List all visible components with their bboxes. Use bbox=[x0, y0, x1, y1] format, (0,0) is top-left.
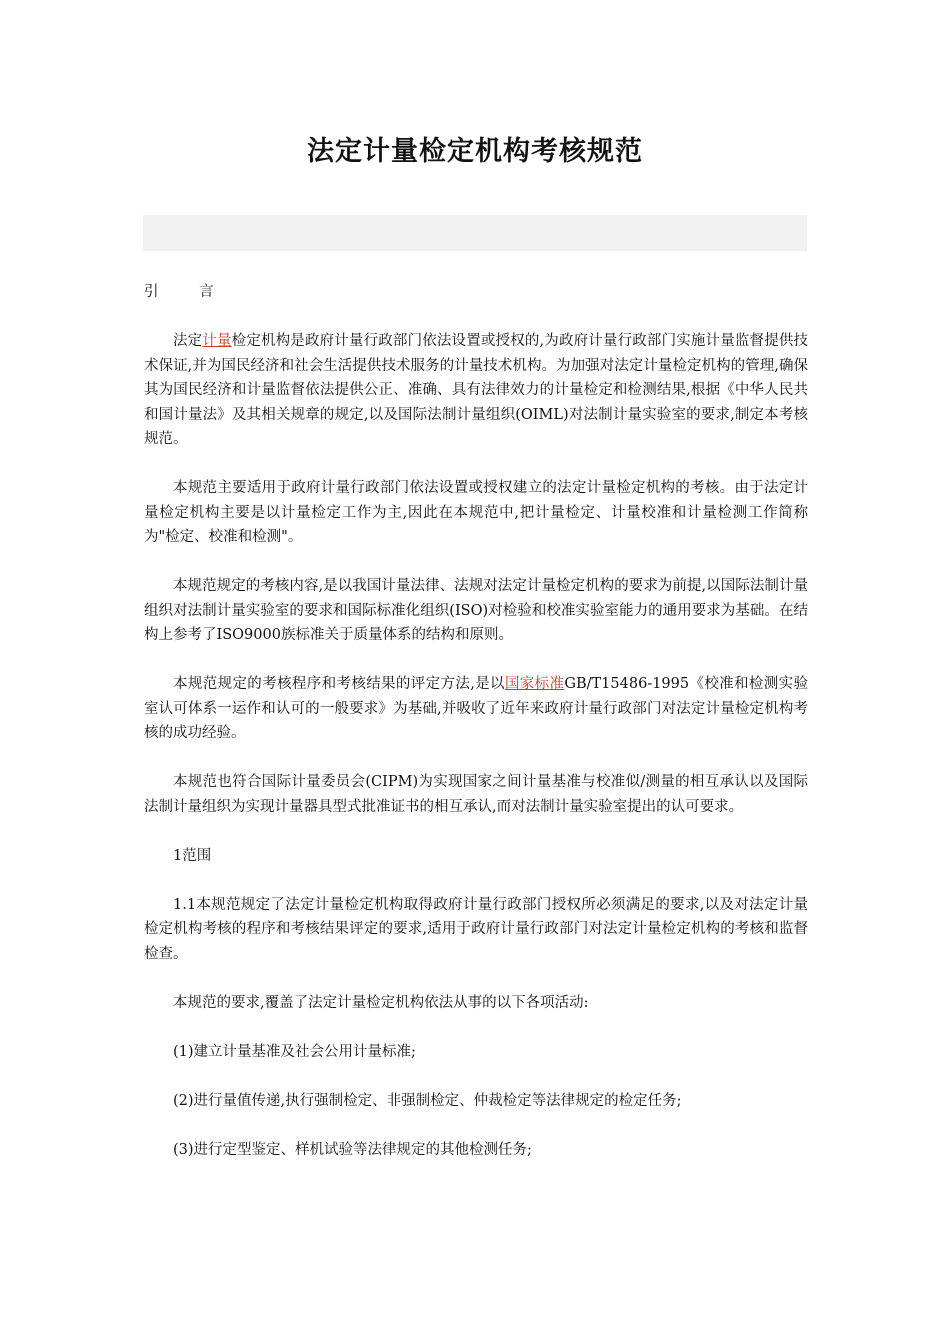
paragraph-1-after: 检定机构是政府计量行政部门依法设置或授权的,为政府计量行政部门实施计量监督提供技术保证,并为国民经济和社会生活提供技术服务的计量技术机构。为加强对法定计量检定机构的管理,确保其为国民经济和计量监督依法提供公正、准确、具有法律效力的计量检定和检测结果,根据《中华人民共和国计量法》及其相关规章的规定,以及国际法制计量组织(OIML)对法制计量实验室的要求,制定本考核规范。 bbox=[144, 333, 809, 447]
paragraph-1-before: 法定 bbox=[173, 333, 203, 349]
list-item: (3)进行定型鉴定、样机试验等法律规定的其他检测任务; bbox=[173, 1141, 532, 1158]
paragraph-2: 本规范主要适用于政府计量行政部门依法设置或授权建立的法定计量检定机构的考核。由于法定计量检定机构主要是以计量检定工作为主,因此在本规范中,把计量检定、计量校准和计量检测工作简称为"检定、校准和检测"。 bbox=[144, 480, 808, 545]
paragraph-4 bbox=[144, 672, 808, 746]
paragraph-7: 本规范的要求,覆盖了法定计量检定机构依法从事的以下各项活动: bbox=[173, 994, 589, 1011]
preface-heading: 引 言 bbox=[144, 284, 232, 300]
gray-banner bbox=[143, 215, 807, 251]
section-1-heading: 1范围 bbox=[173, 847, 212, 864]
metrology-link[interactable]: 计量 bbox=[202, 333, 232, 349]
list-item: (1)建立计量基准及社会公用计量标准; bbox=[173, 1043, 416, 1060]
paragraph-6: 1.1本规范规定了法定计量检定机构取得政府计量行政部门授权所必须满足的要求,以及对法定计量检定机构考核的程序和考核结果评定的要求,适用于政府计量行政部门对法定计量检定机构的考核和监督检查。 bbox=[144, 896, 808, 962]
paragraph-1 bbox=[144, 329, 808, 452]
document-body bbox=[144, 280, 808, 1187]
paragraph-5: 本规范也符合国际计量委员会(CIPM)为实现国家之间计量基准与校准似/测量的相互承认以及国际法制计量组织为实现计量器具型式批准证书的相互承认,而对法制计量实验室提出的认可要求。 bbox=[144, 774, 808, 815]
list-item: (2)进行量值传递,执行强制检定、非强制检定、仲裁检定等法律规定的检定任务; bbox=[173, 1092, 682, 1109]
paragraph-3: 本规范规定的考核内容,是以我国计量法律、法规对法定计量检定机构的要求为前提,以国际法制计量组织对法制计量实验室的要求和国际标准化组织(ISO)对检验和校准实验室能力的通用要求为基础。在结构上参考了ISO9000族标准关于质量体系的结构和原则。 bbox=[144, 578, 808, 643]
document-title: 法定计量检定机构考核规范 bbox=[307, 136, 643, 167]
national-standard-link[interactable]: 国家标准 bbox=[504, 676, 565, 692]
paragraph-4-before: 本规范规定的考核程序和考核结果的评定方法,是以 bbox=[173, 676, 505, 692]
paragraph-4-after: GB/T15486-1995《校准和检测实验室认可体系一运作和认可的一般要求》为基础,并吸收了近年来政府计量行政部门对法定计量检定机构考核的成功经验。 bbox=[144, 676, 809, 741]
